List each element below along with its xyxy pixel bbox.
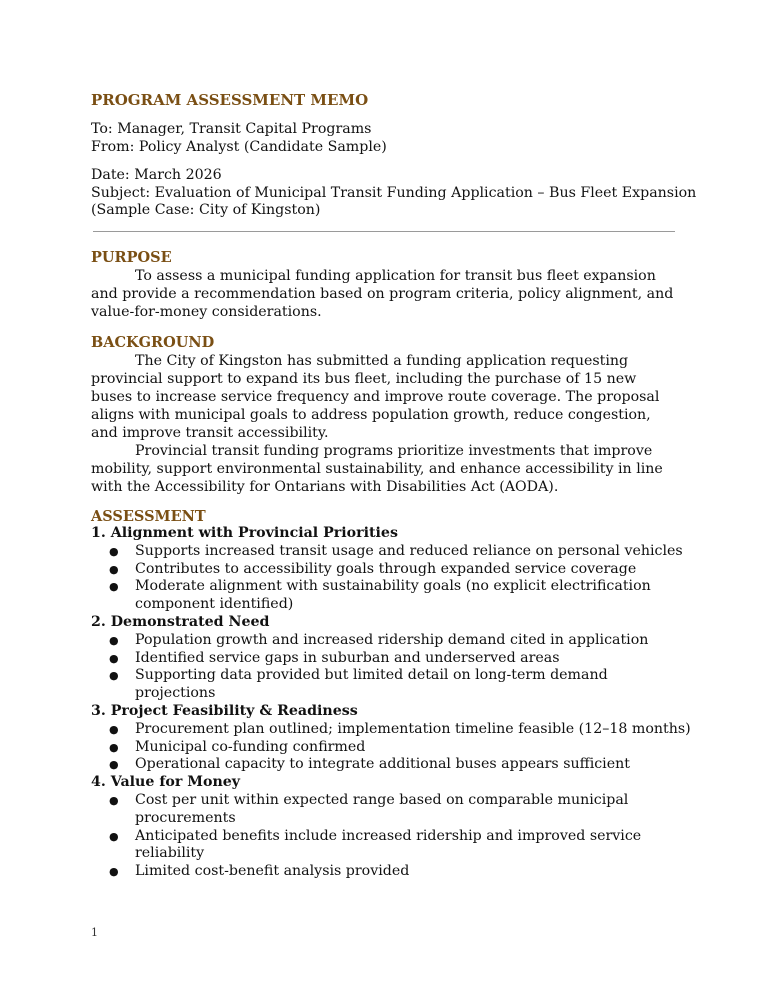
criterion-bullets: [91, 632, 691, 703]
list-item: [109, 560, 691, 579]
memo-from: From: Policy Analyst (Candidate Sample): [91, 138, 387, 155]
bullet-icon: ●: [109, 722, 119, 736]
criterion-bullets: [91, 721, 691, 774]
purpose-text: To assess a municipal funding application for transit bus fleet expansion and provide a recommendation based on program criteria, policy alignment, and value-for-money considerations.: [91, 268, 674, 320]
bullet-text: Contributes to accessibility goals through expanded service coverage: [135, 560, 637, 577]
bullet-icon: ●: [109, 669, 119, 683]
bullet-icon: ●: [109, 562, 119, 576]
bullet-icon: ●: [109, 544, 119, 558]
list-item: [109, 631, 691, 650]
memo-to: To: Manager, Transit Capital Programs: [91, 121, 372, 137]
assessment-heading: ASSESSMENT: [91, 508, 206, 525]
bullet-text: Municipal co-funding confirmed: [135, 738, 366, 755]
list-item: [109, 756, 691, 774]
bullet-icon: ●: [109, 633, 119, 647]
list-item: [109, 667, 691, 703]
list-item: [109, 542, 691, 561]
bullet-text: Population growth and increased ridership demand cited in application: [135, 631, 649, 648]
list-item: [109, 791, 691, 828]
assessment-criteria: [91, 525, 691, 881]
list-item: [109, 578, 691, 614]
list-item: [109, 649, 691, 668]
memo-date: Date: March 2026: [91, 167, 222, 183]
bullet-icon: ●: [109, 740, 119, 754]
bullet-text: Identified service gaps in suburban and underserved areas: [135, 649, 560, 666]
memo-meta: [91, 167, 696, 220]
background-para-1: The City of Kingston has submitted a funding application requesting provincial support to expand its bus fleet, including the purchase of 15 new buses to increase service frequency and improve route coverage. The proposal aligns with municipal goals to address population growth, reduce congestion, and improve transit accessibility.: [91, 353, 660, 441]
bullet-text: Moderate alignment with sustainability goals (no explicit electrification component identified): [135, 578, 651, 613]
bullet-text: Limited cost-benefit analysis provided: [135, 863, 410, 880]
page-number: 1: [91, 926, 98, 939]
bullet-icon: ●: [109, 758, 119, 772]
memo-subject-line2: (Sample Case: City of Kingston): [91, 202, 321, 218]
bullet-text: Cost per unit within expected range based on comparable municipal procurements: [135, 791, 629, 826]
bullet-icon: ●: [109, 829, 119, 843]
memo-title: PROGRAM ASSESSMENT MEMO: [91, 91, 369, 109]
bullet-icon: ●: [109, 651, 119, 665]
memo-subject-line1: Subject: Evaluation of Municipal Transit Funding Application – Bus Fleet Expansion: [91, 184, 697, 201]
background-para-2: Provincial transit funding programs prioritize investments that improve mobility, support environmental sustainability, and enhance accessibility in line with the Accessibility for Ontarians with Disabilities Act (AODA).: [91, 443, 663, 495]
list-item: [109, 738, 691, 757]
bullet-text: Procurement plan outlined; implementation timeline feasible (12–18 months): [135, 720, 691, 737]
memo-addressing: [91, 121, 387, 156]
list-item: [109, 827, 691, 864]
bullet-icon: ●: [109, 865, 119, 879]
criterion-title: 3. Project Feasibility & Readiness: [91, 702, 358, 719]
bullet-text: Supports increased transit usage and reduced reliance on personal vehicles: [135, 542, 683, 559]
criterion-title: 4. Value for Money: [91, 774, 241, 791]
bullet-text: Anticipated benefits include increased ridership and improved service reliability: [135, 827, 642, 862]
bullet-text: Operational capacity to integrate additional buses appears sufficient: [135, 756, 630, 773]
criterion-bullets: [91, 543, 691, 614]
purpose-heading: PURPOSE: [91, 249, 172, 266]
bullet-text: Supporting data provided but limited detail on long-term demand projections: [135, 667, 608, 702]
list-item: [109, 863, 691, 881]
criterion-title: 1. Alignment with Provincial Priorities: [91, 525, 398, 541]
list-item: [109, 720, 691, 739]
background-heading: BACKGROUND: [91, 334, 215, 351]
criterion-bullets: [91, 792, 691, 881]
bullet-icon: ●: [109, 580, 119, 594]
criterion-title: 2. Demonstrated Need: [91, 613, 270, 630]
bullet-icon: ●: [109, 793, 119, 807]
header-divider: [93, 231, 675, 232]
